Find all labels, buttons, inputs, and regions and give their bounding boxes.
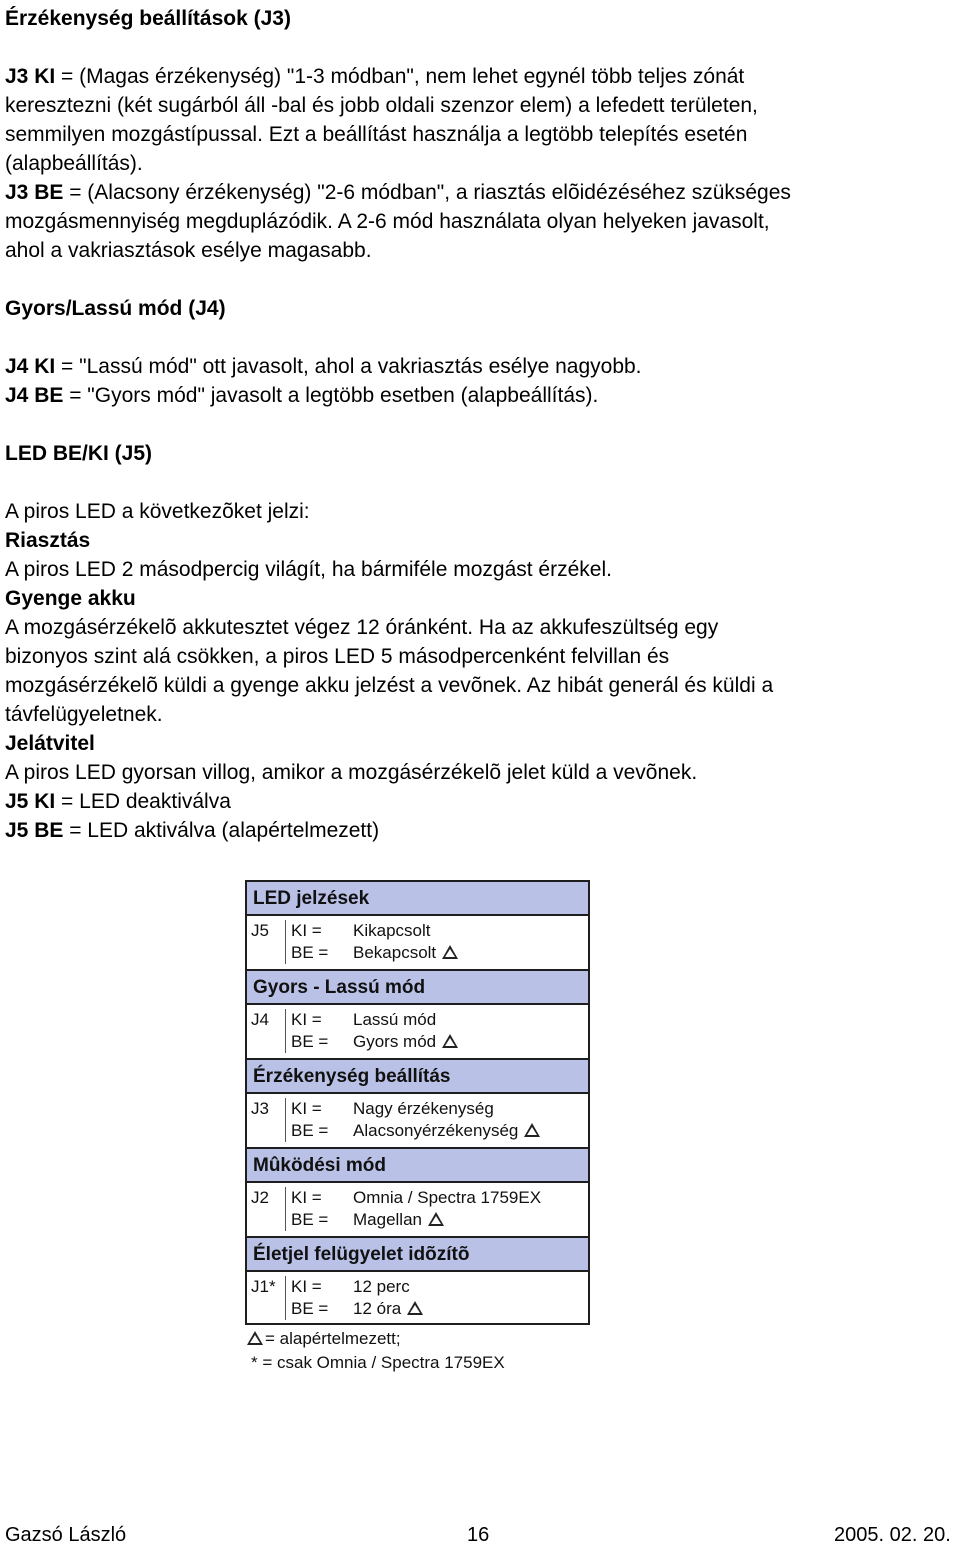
- battery-heading: Gyenge akku: [5, 587, 136, 610]
- footer-author: Gazsó László: [5, 1524, 127, 1546]
- default-triangle-icon: [442, 945, 458, 959]
- battery-line-2: bizonyos szint alá csökken, a piros LED 5 másodpercenként felvillan és: [5, 645, 670, 668]
- legend-be-value: Alacsonyérzékenység: [353, 1121, 519, 1140]
- j4-be-line: [5, 381, 598, 410]
- legend-be-value-row: [353, 1298, 423, 1320]
- legend-header-sensitivity: Érzékenység beállítás: [245, 1058, 590, 1094]
- alarm-text: A piros LED 2 másodpercig világít, ha bármiféle mozgást érzékel.: [5, 558, 612, 581]
- j3-ki-line-3: semmilyen mozgástípussal. Ezt a beállítást használja a legtöbb telepítés esetén: [5, 123, 748, 146]
- legend-divider: [285, 1009, 286, 1053]
- j4-be-text: = "Gyors mód" javasolt a legtöbb esetben (alapbeállítás).: [63, 384, 599, 407]
- j3-be-line-1: [5, 178, 791, 207]
- legend-jumper-j4: J4: [251, 1010, 269, 1029]
- legend-ki-value: Nagy érzékenység: [353, 1099, 494, 1118]
- j3-be-line-2: mozgásmennyiség megduplázódik. A 2-6 mód használata olyan helyeken javasolt,: [5, 210, 770, 233]
- j5-ki-key: J5 KI: [5, 790, 56, 813]
- j5-be-text: = LED aktiválva (alapértelmezett): [63, 819, 380, 842]
- battery-line-3: mozgásérzékelõ küldi a gyenge akku jelzést a vevõnek. Az hibát generál és küldi a: [5, 674, 774, 697]
- battery-line-4: távfelügyeletnek.: [5, 703, 163, 726]
- default-triangle-icon: [407, 1301, 423, 1315]
- default-triangle-icon: [247, 1331, 263, 1345]
- default-triangle-icon: [442, 1034, 458, 1048]
- legend-be-value: Gyors mód: [353, 1032, 437, 1051]
- legend-divider: [285, 1187, 286, 1231]
- legend-be-label: BE =: [291, 1299, 329, 1318]
- j3-be-line-3: ahol a vakriasztások esélye magasabb.: [5, 239, 372, 262]
- legend-jumper-j3: J3: [251, 1099, 269, 1118]
- j4-ki-text: = "Lassú mód" ott javasolt, ahol a vakriasztás esélye nagyobb.: [55, 355, 642, 378]
- battery-line-1: A mozgásérzékelõ akkutesztet végez 12 óránként. Ha az akkufeszültség egy: [5, 616, 719, 639]
- legend-ki-value: 12 perc: [353, 1277, 410, 1296]
- legend-header-mode: Mûködési mód: [245, 1147, 590, 1183]
- legend-jumper-j5: J5: [251, 921, 269, 940]
- j5-ki-line: [5, 787, 231, 816]
- j4-ki-key: J4 KI: [5, 355, 56, 378]
- j3-ki-line-2: keresztezni (két sugárból áll -bal és jobb oldali szenzor elem) a lefedett területen,: [5, 94, 758, 117]
- legend-note-default-text: = alapértelmezett;: [265, 1329, 401, 1348]
- legend-ki-value: Kikapcsolt: [353, 921, 431, 940]
- legend-be-value: Bekapcsolt: [353, 943, 437, 962]
- legend-be-value: Magellan: [353, 1210, 422, 1229]
- j4-be-key: J4 BE: [5, 384, 64, 407]
- legend-ki-value: Lassú mód: [353, 1010, 437, 1029]
- legend-header-led: LED jelzések: [245, 880, 590, 916]
- default-triangle-icon: [524, 1123, 540, 1137]
- legend-divider: [285, 1276, 286, 1320]
- legend-divider: [285, 920, 286, 964]
- j4-heading: Gyors/Lassú mód (J4): [5, 297, 226, 320]
- j5-be-line: [5, 816, 379, 845]
- legend-ki-label: KI =: [291, 1277, 322, 1296]
- legend-be-label: BE =: [291, 1210, 329, 1229]
- legend-header-speed: Gyors - Lassú mód: [245, 969, 590, 1005]
- legend-divider: [285, 1098, 286, 1142]
- j3-ki-text: = (Magas érzékenység) "1-3 módban", nem lehet egynél több teljes zónát: [55, 65, 745, 88]
- legend-ki-label: KI =: [291, 1188, 322, 1207]
- legend-ki-label: KI =: [291, 1010, 322, 1029]
- j5-heading: LED BE/KI (J5): [5, 442, 153, 465]
- legend-be-label: BE =: [291, 1121, 329, 1140]
- legend-be-value-row: [353, 942, 458, 964]
- legend-note-default: [247, 1328, 401, 1350]
- alarm-heading: Riasztás: [5, 529, 91, 552]
- j3-ki-line-4: (alapbeállítás).: [5, 152, 143, 175]
- legend-be-value-row: [353, 1031, 458, 1053]
- legend-be-value-row: [353, 1120, 540, 1142]
- legend-jumper-j1: J1*: [251, 1277, 276, 1296]
- signal-text: A piros LED gyorsan villog, amikor a mozgásérzékelõ jelet küld a vevõnek.: [5, 761, 698, 784]
- legend-be-value: 12 óra: [353, 1299, 402, 1318]
- j3-ki-key: J3 KI: [5, 65, 56, 88]
- legend-ki-value: Omnia / Spectra 1759EX: [353, 1188, 542, 1207]
- footer-page-number: 16: [467, 1524, 490, 1546]
- j5-intro: A piros LED a következõket jelzi:: [5, 500, 310, 523]
- j3-ki-line-1: [5, 62, 744, 91]
- legend-be-label: BE =: [291, 943, 329, 962]
- legend-header-supervision: Életjel felügyelet idõzítõ: [245, 1236, 590, 1272]
- signal-heading: Jelátvitel: [5, 732, 95, 755]
- j5-ki-text: = LED deaktiválva: [55, 790, 231, 813]
- legend-note-star: * = csak Omnia / Spectra 1759EX: [251, 1353, 505, 1372]
- legend-be-label: BE =: [291, 1032, 329, 1051]
- legend-ki-label: KI =: [291, 921, 322, 940]
- j5-be-key: J5 BE: [5, 819, 64, 842]
- legend-jumper-j2: J2: [251, 1188, 269, 1207]
- j3-heading: Érzékenység beállítások (J3): [5, 7, 291, 30]
- j4-ki-line: [5, 352, 642, 381]
- j3-be-text: = (Alacsony érzékenység) "2-6 módban", a riasztás elõidézéséhez szükséges: [63, 181, 791, 204]
- legend-be-value-row: [353, 1209, 444, 1231]
- j3-be-key: J3 BE: [5, 181, 64, 204]
- legend-ki-label: KI =: [291, 1099, 322, 1118]
- default-triangle-icon: [428, 1212, 444, 1226]
- footer-date: 2005. 02. 20.: [834, 1524, 951, 1546]
